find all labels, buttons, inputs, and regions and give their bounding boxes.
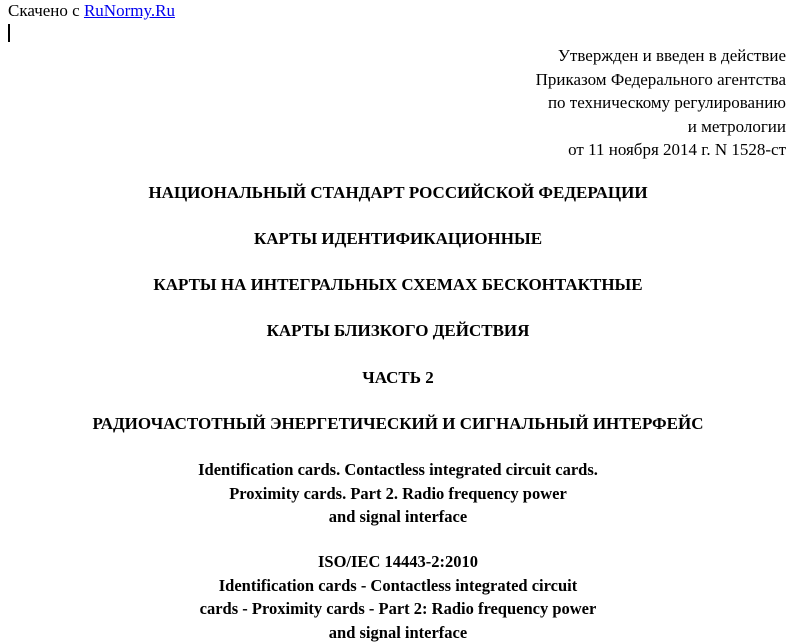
iso-code: ISO/IEC 14443-2:2010: [0, 550, 790, 574]
cards-proximity-title: КАРТЫ БЛИЗКОГО ДЕЙСТВИЯ: [0, 320, 790, 342]
iso-title-line: cards - Proximity cards - Part 2: Radio frequency power: [0, 597, 790, 621]
english-title-line: Proximity cards. Part 2. Radio frequency power: [0, 482, 790, 506]
cards-integrated-circuit-title: КАРТЫ НА ИНТЕГРАЛЬНЫХ СХЕМАХ БЕСКОНТАКТНЫЕ: [0, 274, 790, 296]
english-title-block: [0, 458, 790, 529]
download-source-line: [8, 0, 175, 22]
cards-identification-title: КАРТЫ ИДЕНТИФИКАЦИОННЫЕ: [0, 228, 790, 250]
text-cursor: [8, 24, 10, 42]
english-title-line: Identification cards. Contactless integrated circuit cards.: [0, 458, 790, 482]
approval-line: Утвержден и введен в действие: [536, 44, 786, 68]
part-title: ЧАСТЬ 2: [0, 367, 790, 389]
download-prefix-text: Скачено с: [8, 1, 84, 20]
approval-line: по техническому регулированию: [536, 91, 786, 115]
iso-title-line: and signal interface: [0, 621, 790, 644]
approval-line: Приказом Федерального агентства: [536, 68, 786, 92]
iso-block: [0, 550, 790, 644]
approval-line: от 11 ноября 2014 г. N 1528-ст: [536, 138, 786, 162]
interface-title: РАДИОЧАСТОТНЫЙ ЭНЕРГЕТИЧЕСКИЙ И СИГНАЛЬНЫЙ ИНТЕРФЕЙС: [0, 413, 790, 435]
approval-line: и метрологии: [536, 115, 786, 139]
standard-title: НАЦИОНАЛЬНЫЙ СТАНДАРТ РОССИЙСКОЙ ФЕДЕРАЦИИ: [0, 182, 790, 204]
runormy-link[interactable]: RuNormy.Ru: [84, 1, 175, 20]
approval-block: [536, 44, 786, 162]
english-title-line: and signal interface: [0, 505, 790, 529]
iso-title-line: Identification cards - Contactless integrated circuit: [0, 574, 790, 598]
